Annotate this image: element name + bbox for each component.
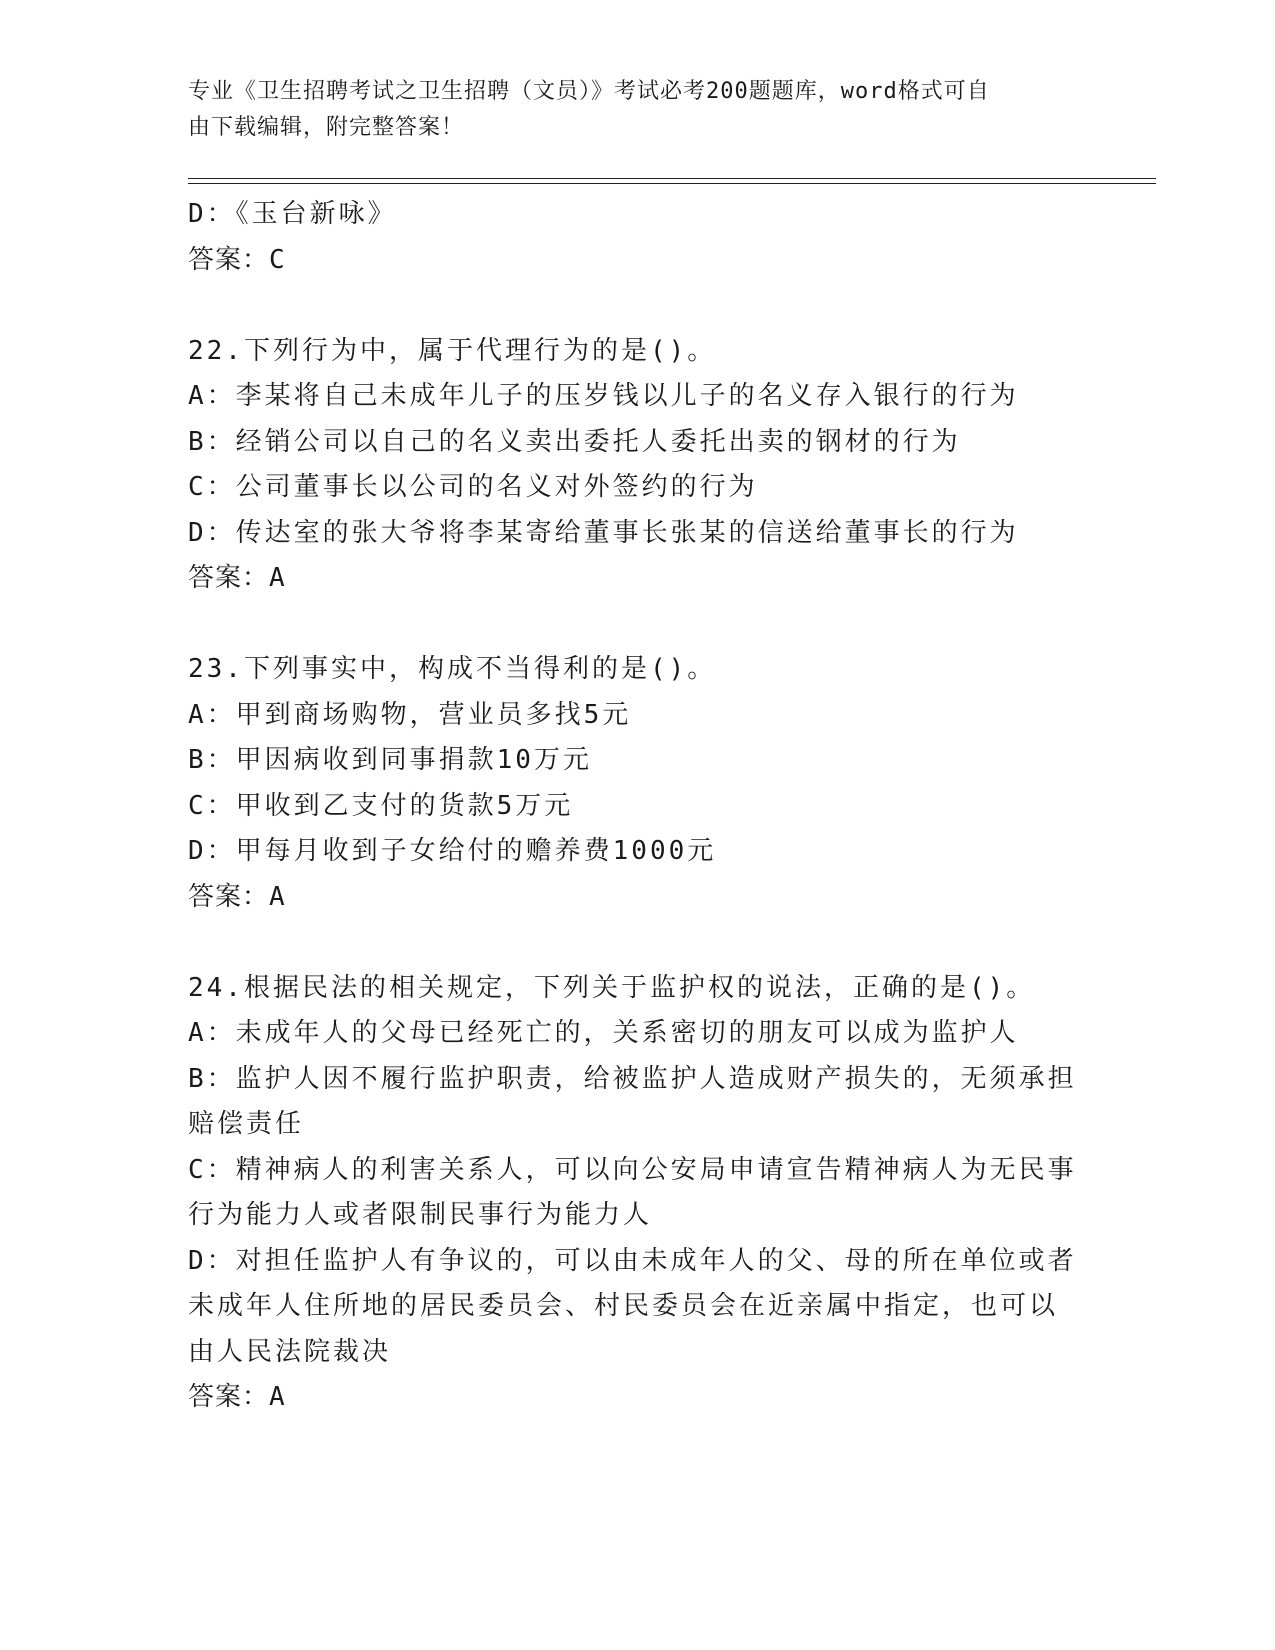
option-b: B：经销公司以自己的名义卖出委托人委托出卖的钢材的行为 [188, 426, 961, 457]
option-d-line-1: D：对担任监护人有争议的，可以由未成年人的父、母的所在单位或者 [188, 1245, 1077, 1276]
spacer [188, 602, 1088, 648]
option-b: B：甲因病收到同事捐款10万元 [188, 745, 592, 775]
option-c-line-1: C：精神病人的利害关系人，可以向公安局申请宣告精神病人为无民事 [188, 1154, 1077, 1185]
answer-line: 答案：C [188, 244, 286, 275]
question-block-22 [188, 329, 1088, 602]
option-a: A：李某将自己未成年儿子的压岁钱以儿子的名义存入银行的行为 [188, 381, 1019, 411]
option-d: D：传达室的张大爷将李某寄给董事长张某的信送给董事长的行为 [188, 517, 1019, 548]
option-b-line-1: B：监护人因不履行监护职责，给被监护人造成财产损失的，无须承担 [188, 1063, 1077, 1094]
question-block-23 [188, 647, 1088, 920]
answer-line: 答案：A [188, 1382, 286, 1412]
question-block-24 [188, 966, 1088, 1421]
spacer [188, 920, 1088, 966]
option-a: A：未成年人的父母已经死亡的，关系密切的朋友可以成为监护人 [188, 1018, 1019, 1048]
option-c: C：公司董事长以公司的名义对外签约的行为 [188, 472, 758, 502]
answer-line: 答案：A [188, 563, 286, 593]
option-c: C：甲收到乙支付的货款5万元 [188, 790, 574, 821]
question-block-prev [188, 192, 1088, 283]
option-d: D：《玉台新咏》 [188, 199, 397, 229]
question-stem: 22.下列行为中，属于代理行为的是()。 [188, 335, 717, 366]
question-stem: 23.下列事实中，构成不当得利的是()。 [188, 654, 717, 684]
header-line-1: 专业《卫生招聘考试之卫生招聘（文员）》考试必考200题题库，word格式可自 [188, 79, 990, 104]
option-d-line-3: 由人民法院裁决 [188, 1336, 392, 1367]
header-divider-top [188, 178, 1156, 179]
spacer [188, 283, 1088, 329]
option-d: D：甲每月收到子女给付的赡养费1000元 [188, 836, 717, 866]
header-divider-bottom [188, 183, 1156, 184]
answer-line: 答案：A [188, 881, 286, 912]
header-line-2: 由下载编辑，附完整答案！ [188, 115, 465, 140]
option-d-line-2: 未成年人住所地的居民委员会、村民委员会在近亲属中指定，也可以 [188, 1291, 1059, 1321]
option-a: A：甲到商场购物，营业员多找5元 [188, 699, 632, 730]
question-stem: 24.根据民法的相关规定，下列关于监护权的说法，正确的是()。 [188, 972, 1036, 1003]
document-header [188, 74, 1088, 146]
option-b-line-2: 赔偿责任 [188, 1109, 305, 1139]
question-list [188, 192, 1088, 1421]
option-c-line-2: 行为能力人或者限制民事行为能力人 [188, 1200, 653, 1230]
